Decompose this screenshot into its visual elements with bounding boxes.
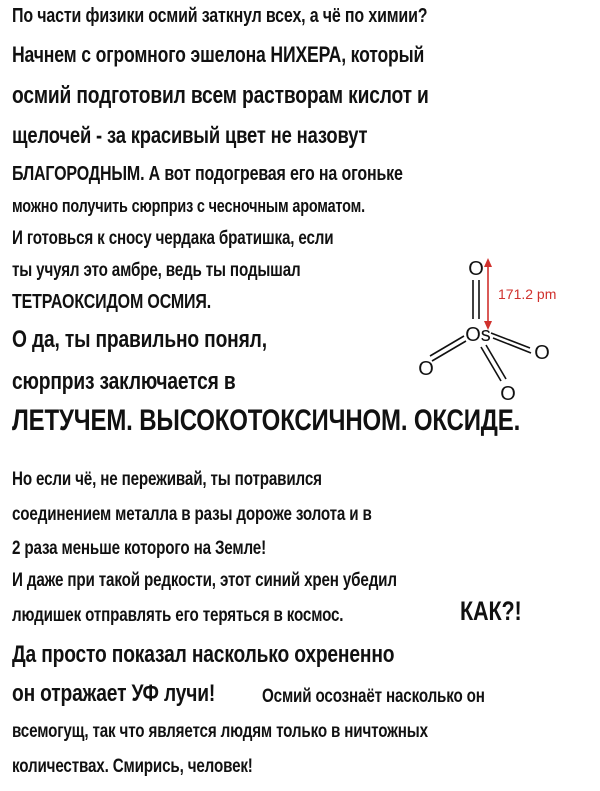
text-line-20 <box>12 722 532 741</box>
text-line-17-content: людишек отправлять его теряться в космос. <box>12 605 344 626</box>
text-line-19-content: он отражает УФ лучи! <box>12 680 216 707</box>
text-line-5-content: БЛАГОРОДНЫМ. А вот подогревая его на огоньке <box>12 163 403 185</box>
oxygen-right: O <box>534 342 550 364</box>
oxygen-left: O <box>418 358 434 380</box>
text-line-1-content: По части физики осмий заткнул всех, а чё по химии? <box>12 5 428 27</box>
text-line-12 <box>12 406 600 436</box>
text-line-17 <box>12 606 426 625</box>
shout-text: КАК?! <box>460 596 522 626</box>
text-line-14-content: соединением металла в разы дороже золота и в <box>12 504 372 525</box>
text-line-14 <box>12 505 462 524</box>
text-line-11-content: сюрприз заключается в <box>12 368 236 395</box>
text-line-2-content: Начнем с огромного эшелона НИХЕРА, который <box>12 42 425 67</box>
text-line-20-content: всемогущ, так что является людям только в ничтожных <box>12 721 428 742</box>
text-line-13-content: Но если чё, не переживай, ты потравился <box>12 469 322 490</box>
text-line-7-content: И готовься к сносу чердака братишка, если <box>12 228 334 249</box>
arrow-up-icon <box>484 258 492 267</box>
text-line-6 <box>12 197 453 215</box>
text-line-10 <box>12 328 331 352</box>
text-line-1 <box>12 6 531 26</box>
text-line-8-content: ты учуял это амбре, ведь ты подышал <box>12 260 301 281</box>
text-line-21-content: количествах. Смирись, человек! <box>12 756 253 777</box>
text-line-2 <box>12 44 527 66</box>
text-line-15 <box>12 539 329 558</box>
text-line-15-content: 2 раза меньше которого на Земле! <box>12 538 266 559</box>
oxygen-top: O <box>468 258 484 280</box>
text-line-3-content: осмий подготовил всем растворам кислот и <box>12 82 429 109</box>
text-line-16 <box>12 571 493 590</box>
osmium-tetroxide-molecule <box>418 253 588 403</box>
text-line-8 <box>12 261 373 280</box>
text-line-18-content: Да просто показал насколько охрененно <box>12 641 395 668</box>
text-line-3 <box>12 84 533 108</box>
text-line-10-content: О да, ты правильно понял, <box>12 326 267 353</box>
text-line-21 <box>12 757 313 776</box>
text-line-4-content: щелочей - за красивый цвет не назовут <box>12 122 368 148</box>
oxygen-bottom: O <box>500 383 516 403</box>
text-line-13 <box>12 470 399 489</box>
bond-length-label: 171.2 pm <box>498 286 557 302</box>
text-line-19-tail-content: Осмий осознаёт насколько он <box>262 686 485 707</box>
text-line-12-content: ЛЕТУЧЕМ. ВЫСОКОТОКСИЧНОМ. ОКСИДЕ. <box>12 404 521 437</box>
text-line-18 <box>12 643 490 667</box>
text-line-16-content: И даже при такой редкости, этот синий хрен убедил <box>12 570 397 591</box>
text-line-11 <box>12 370 291 394</box>
text-line-6-content: можно получить сюрприз с чесночным ароматом. <box>12 196 365 216</box>
text-line-9 <box>12 292 261 312</box>
text-line-17-shout <box>460 598 537 625</box>
text-line-5 <box>12 164 500 184</box>
osmium-atom: Os <box>465 324 491 346</box>
text-line-19 <box>12 682 266 706</box>
text-line-9-content: ТЕТРАОКСИДОМ ОСМИЯ. <box>12 291 212 313</box>
text-line-19-tail <box>262 687 541 706</box>
text-line-4 <box>12 124 456 147</box>
text-line-7 <box>12 229 414 248</box>
